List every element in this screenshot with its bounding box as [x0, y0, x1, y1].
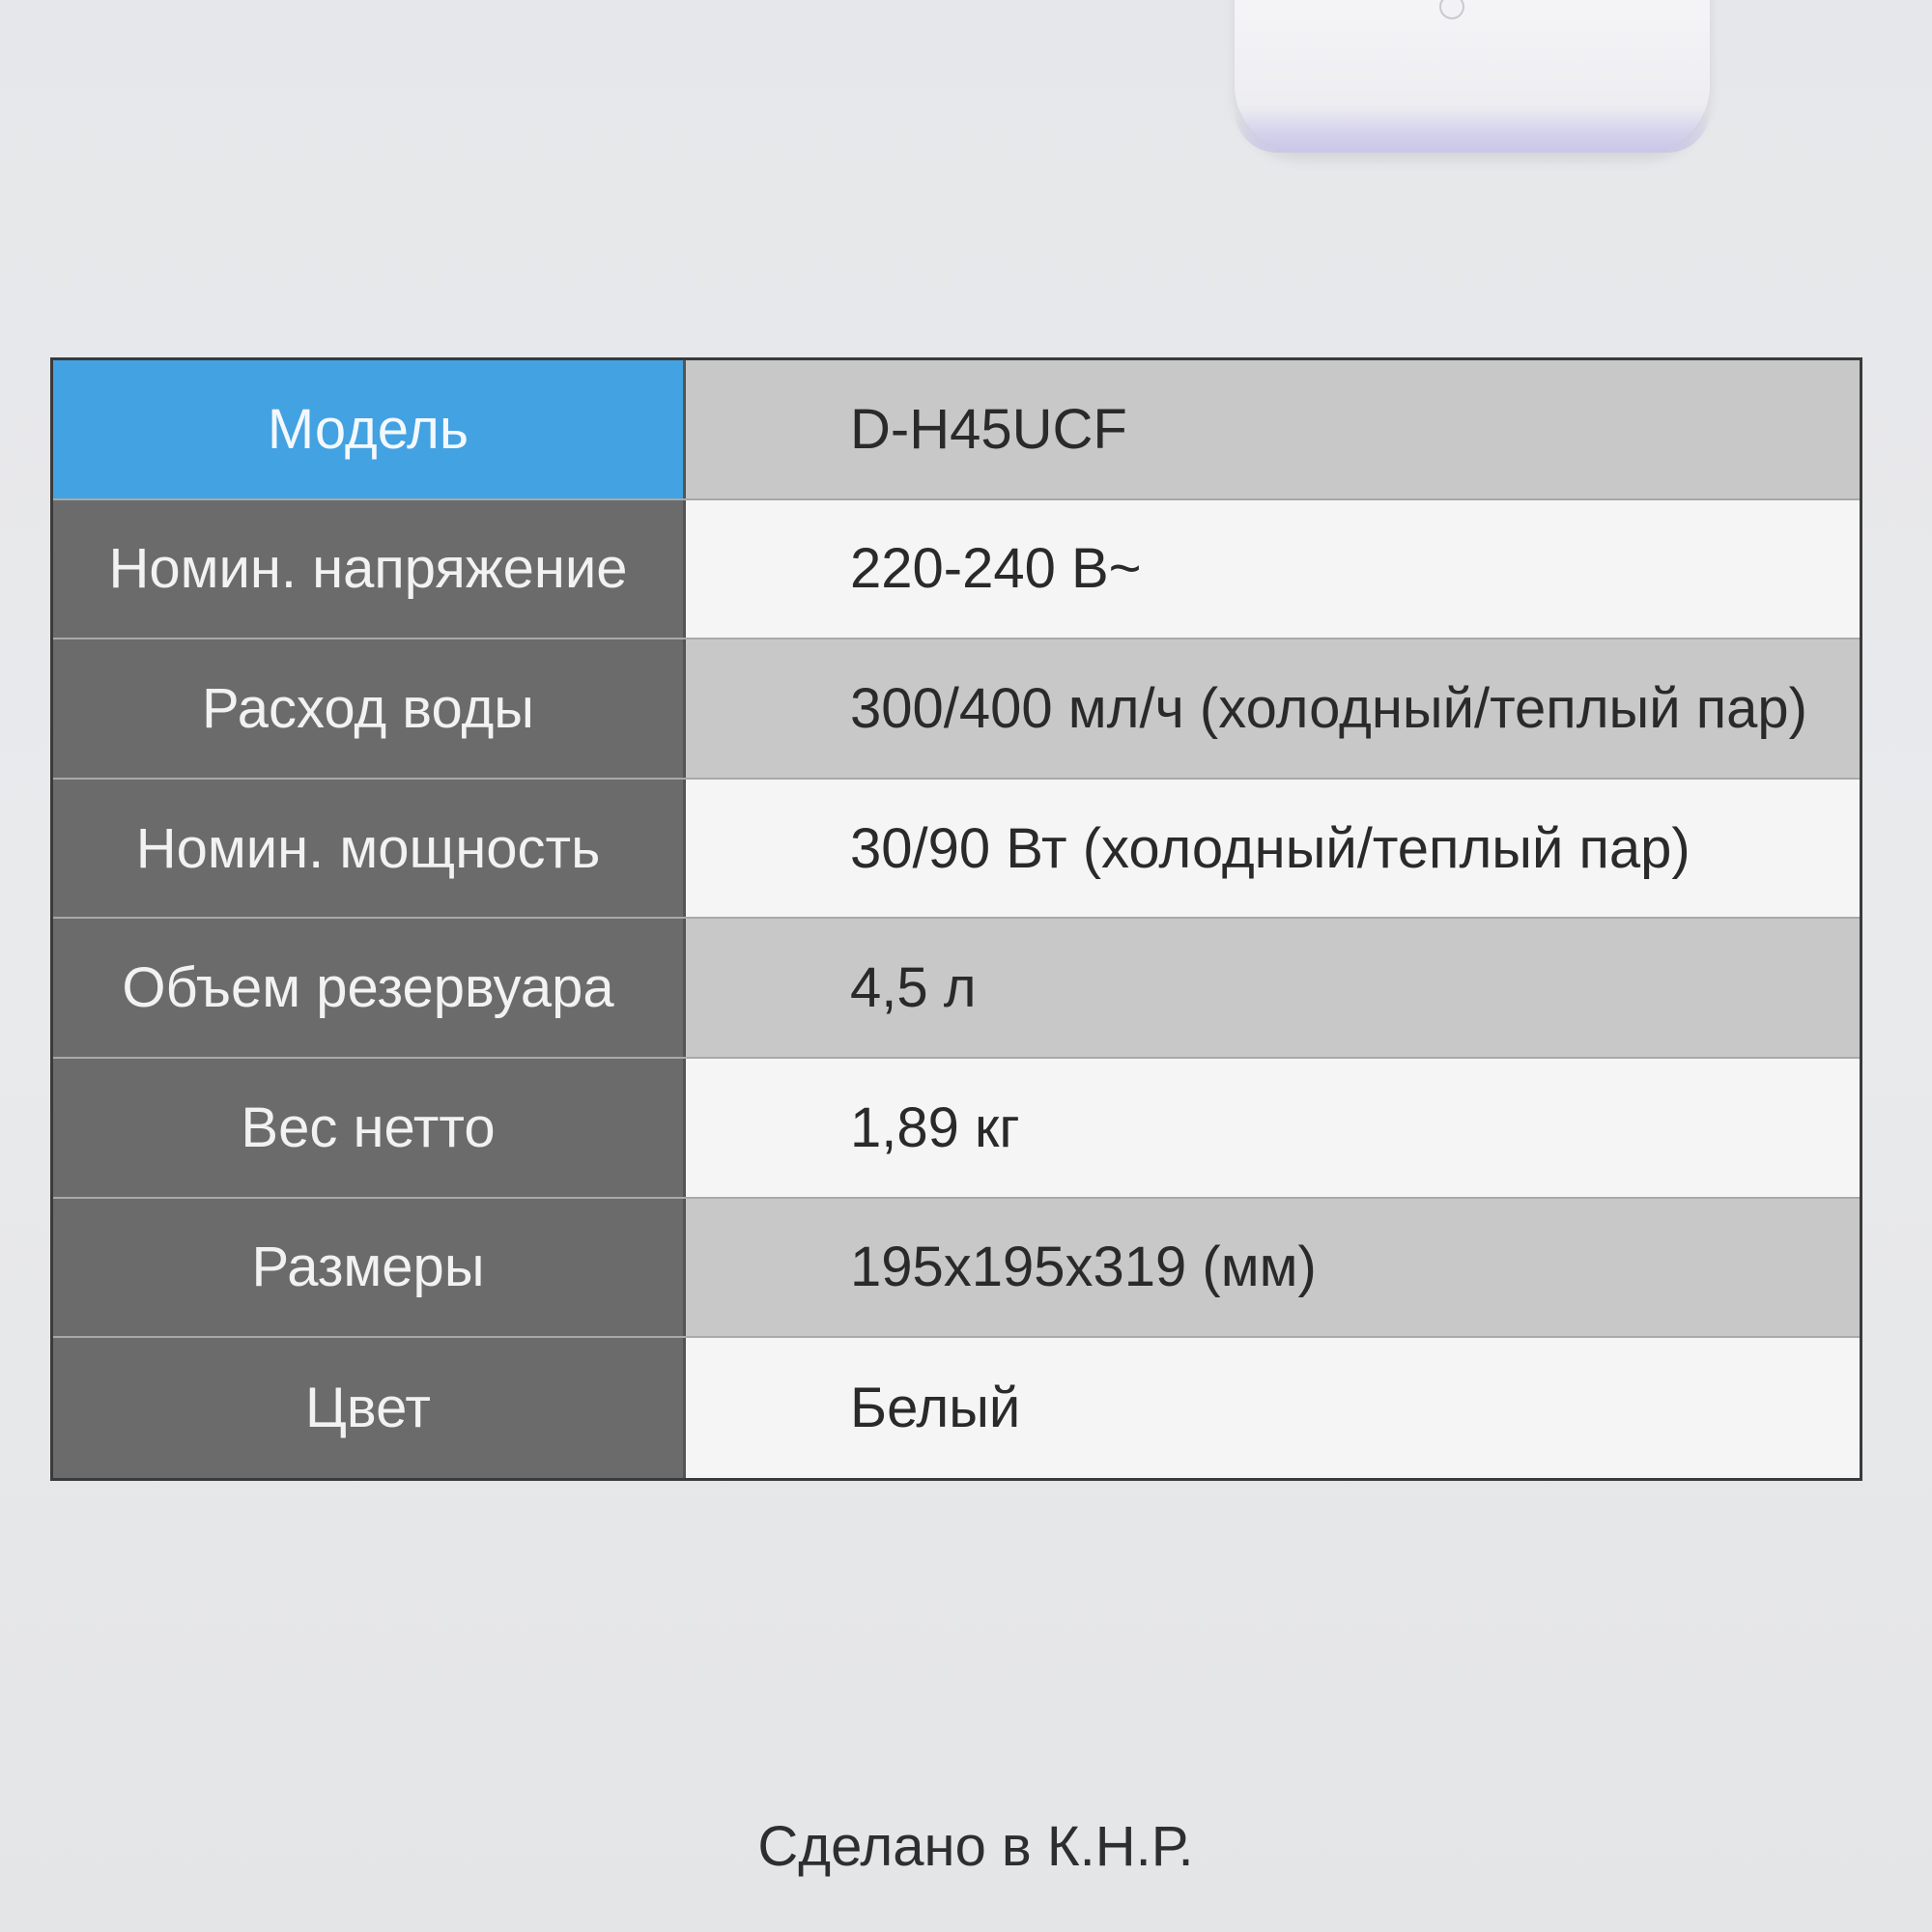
spec-value: 4,5 л — [686, 919, 1860, 1057]
product-logo-icon — [1439, 0, 1464, 19]
spec-table — [50, 357, 1862, 1481]
spec-row-color — [53, 1338, 1860, 1478]
spec-row-tank-volume — [53, 919, 1860, 1059]
spec-row-dimensions — [53, 1199, 1860, 1339]
spec-label: Размеры — [53, 1199, 686, 1337]
spec-value: 30/90 Вт (холодный/теплый пар) — [686, 780, 1860, 918]
spec-label: Объем резервуара — [53, 919, 686, 1057]
spec-value: D-H45UCF — [686, 360, 1860, 498]
spec-label: Номин. напряжение — [53, 500, 686, 639]
spec-label: Цвет — [53, 1338, 686, 1478]
spec-row-water-flow — [53, 639, 1860, 780]
spec-label: Номин. мощность — [53, 780, 686, 918]
spec-label: Модель — [53, 360, 686, 498]
spec-value: 195x195x319 (мм) — [686, 1199, 1860, 1337]
product-photo — [1235, 0, 1710, 153]
made-in-footer — [0, 1814, 1932, 1879]
spec-label: Вес нетто — [53, 1059, 686, 1197]
spec-row-model — [53, 360, 1860, 500]
spec-row-voltage — [53, 500, 1860, 640]
spec-value: 220-240 В~ — [686, 500, 1860, 639]
spec-row-power — [53, 780, 1860, 920]
spec-row-net-weight — [53, 1059, 1860, 1199]
footer-text: Сделано в К.Н.Р. — [757, 1815, 1194, 1878]
spec-value: 1,89 кг — [686, 1059, 1860, 1197]
spec-label: Расход воды — [53, 639, 686, 778]
spec-value: Белый — [686, 1338, 1860, 1478]
spec-value: 300/400 мл/ч (холодный/теплый пар) — [686, 639, 1860, 778]
